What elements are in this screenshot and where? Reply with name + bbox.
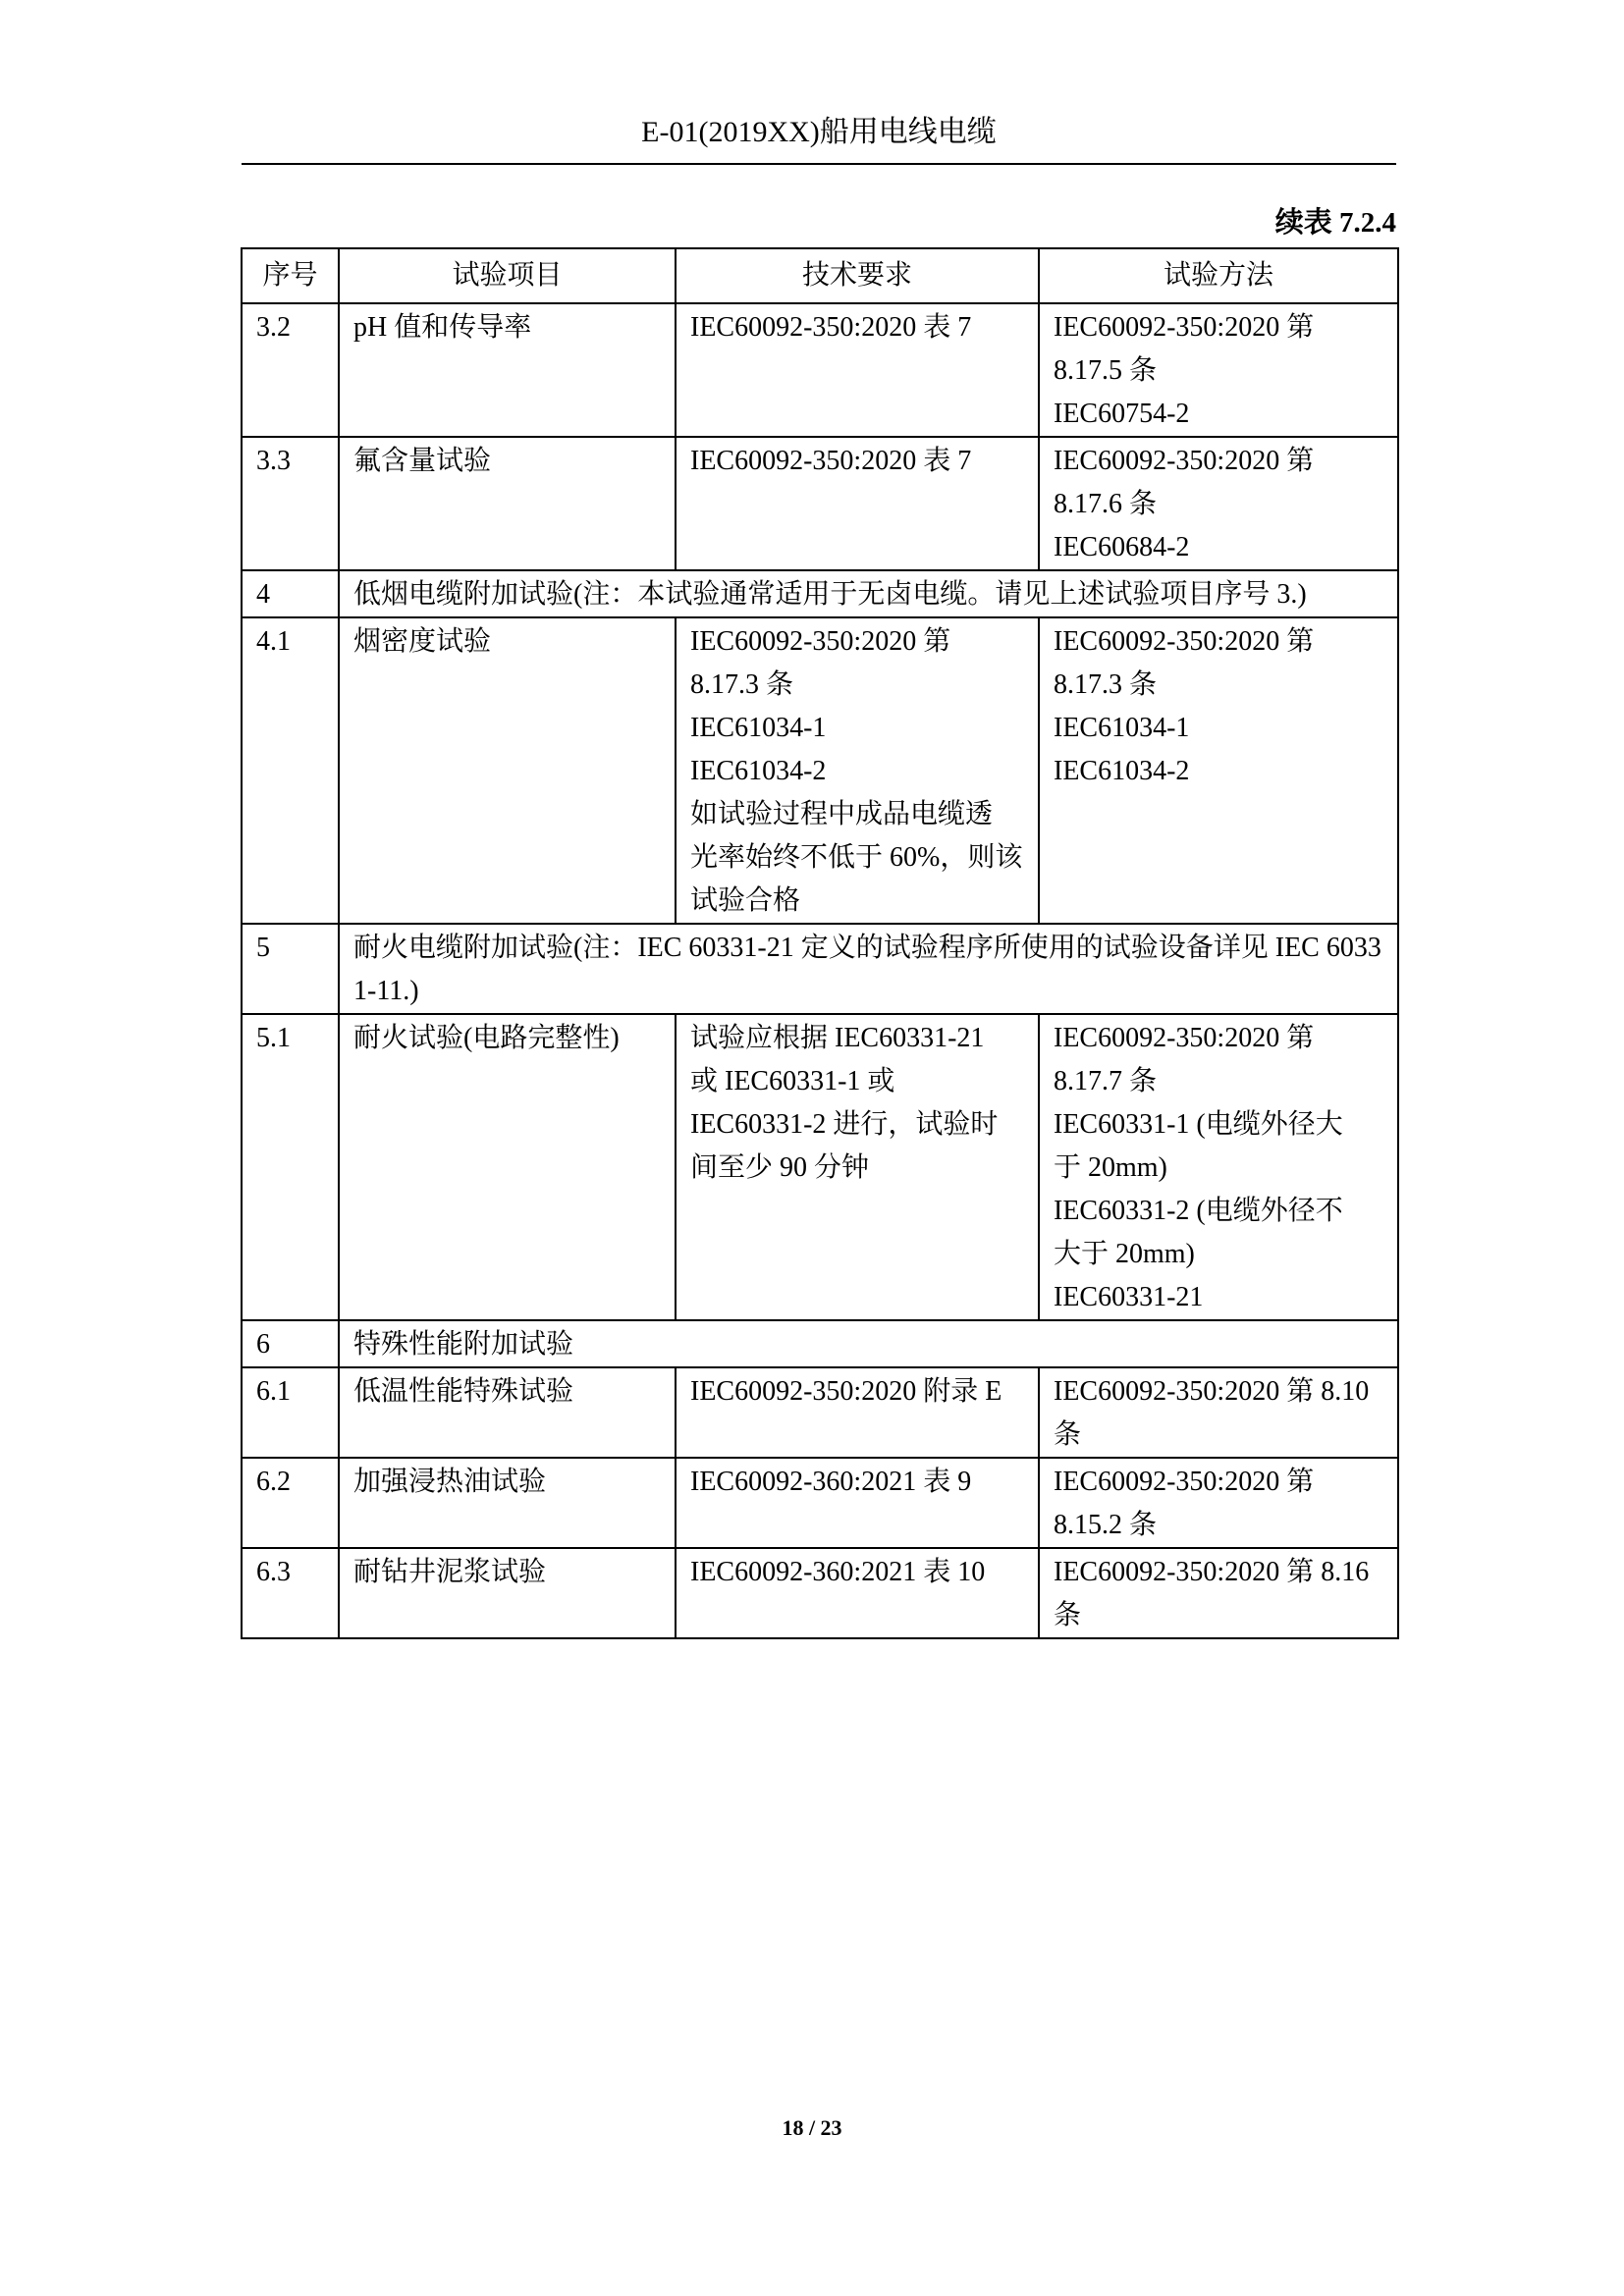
table-row — [242, 1320, 1398, 1367]
method-line: IEC61034-2 — [1054, 756, 1190, 786]
requirement-line: IEC61034-2 — [690, 756, 827, 786]
method-line: 8.17.3 条 — [1054, 669, 1158, 700]
cell-item: 耐钻井泥浆试验 — [339, 1548, 676, 1638]
table-row — [242, 617, 1398, 924]
cell-method — [1039, 437, 1398, 570]
method-line: 条 — [1054, 1419, 1082, 1450]
method-line: IEC60092-350:2020 第 8.10 — [1054, 1376, 1370, 1407]
cell-method — [1039, 617, 1398, 924]
column-header-item: 试验项目 — [339, 248, 676, 303]
method-line: 8.17.6 条 — [1054, 489, 1158, 519]
method-line: IEC60754-2 — [1054, 399, 1190, 429]
header-row — [242, 248, 1398, 303]
section-heading-cell: 耐火电缆附加试验(注：IEC 60331-21 定义的试验程序所使用的试验设备详见 IEC 60331-11.) — [339, 924, 1398, 1014]
requirement-line: 光率始终不低于 60%，则该 — [690, 842, 1023, 873]
cell-requirement — [676, 1014, 1039, 1320]
cell-method — [1039, 1458, 1398, 1548]
method-line: IEC60092-350:2020 第 — [1054, 626, 1315, 657]
method-line: IEC61034-1 — [1054, 713, 1190, 743]
cell-method — [1039, 1367, 1398, 1458]
method-line: 大于 20mm) — [1054, 1239, 1195, 1269]
method-line: IEC60092-350:2020 第 — [1054, 1467, 1315, 1497]
requirement-line: IEC60092-360:2021 表 9 — [690, 1467, 972, 1497]
section-heading-cell: 低烟电缆附加试验(注：本试验通常适用于无卤电缆。请见上述试验项目序号 3.) — [339, 570, 1398, 617]
method-line: IEC60331-21 — [1054, 1282, 1204, 1312]
cell-no: 6.1 — [242, 1367, 339, 1458]
cell-requirement — [676, 1458, 1039, 1548]
table-row — [242, 303, 1398, 437]
cell-requirement — [676, 303, 1039, 437]
cell-no: 6 — [242, 1320, 339, 1367]
requirement-line: 试验应根据 IEC60331-21 — [690, 1023, 985, 1053]
cell-no: 4.1 — [242, 617, 339, 924]
requirement-line: IEC60092-360:2021 表 10 — [690, 1557, 986, 1587]
requirement-line: IEC60092-350:2020 表 7 — [690, 312, 972, 343]
cell-no: 6.2 — [242, 1458, 339, 1548]
method-line: 8.17.7 条 — [1054, 1066, 1158, 1096]
cell-item: 氟含量试验 — [339, 437, 676, 570]
requirement-line: IEC60092-350:2020 第 — [690, 626, 951, 657]
table-row — [242, 1458, 1398, 1548]
method-line: IEC60331-1 (电缆外径大 — [1054, 1109, 1343, 1140]
table-row — [242, 1014, 1398, 1320]
cell-item: 烟密度试验 — [339, 617, 676, 924]
cell-item: 低温性能特殊试验 — [339, 1367, 676, 1458]
cell-requirement — [676, 617, 1039, 924]
requirement-line: 试验合格 — [690, 885, 801, 916]
method-line: 条 — [1054, 1600, 1082, 1630]
column-header-no: 序号 — [242, 248, 339, 303]
cell-no: 4 — [242, 570, 339, 617]
table-caption: 续表 7.2.4 — [1274, 207, 1396, 239]
cell-no: 3.2 — [242, 303, 339, 437]
cell-no: 5 — [242, 924, 339, 1014]
table-row — [242, 1367, 1398, 1458]
page-number: 18 / 23 — [782, 2115, 842, 2140]
method-line: 8.17.5 条 — [1054, 355, 1158, 386]
method-line: IEC60092-350:2020 第 — [1054, 446, 1315, 476]
method-line: 于 20mm) — [1054, 1152, 1167, 1183]
cell-method — [1039, 1548, 1398, 1638]
cell-item: pH 值和传导率 — [339, 303, 676, 437]
cell-requirement — [676, 437, 1039, 570]
table-row — [242, 570, 1398, 617]
cell-no: 3.3 — [242, 437, 339, 570]
requirement-line: 如试验过程中成品电缆透 — [690, 799, 994, 829]
requirement-line: IEC60331-2 进行，试验时 — [690, 1109, 999, 1140]
requirement-line: IEC60092-350:2020 表 7 — [690, 446, 972, 476]
method-line: IEC60092-350:2020 第 — [1054, 312, 1315, 343]
cell-method — [1039, 303, 1398, 437]
cell-no: 6.3 — [242, 1548, 339, 1638]
requirement-line: 或 IEC60331-1 或 — [690, 1066, 895, 1096]
spec-table — [241, 247, 1399, 1639]
method-line: IEC60092-350:2020 第 — [1054, 1023, 1315, 1053]
method-line: IEC60092-350:2020 第 8.16 — [1054, 1557, 1370, 1587]
cell-method — [1039, 1014, 1398, 1320]
table-row — [242, 1548, 1398, 1638]
cell-item: 加强浸热油试验 — [339, 1458, 676, 1548]
table-body — [242, 303, 1398, 1638]
method-line: IEC60331-2 (电缆外径不 — [1054, 1196, 1343, 1226]
cell-no: 5.1 — [242, 1014, 339, 1320]
column-header-requirement: 技术要求 — [676, 248, 1039, 303]
method-line: IEC60684-2 — [1054, 532, 1190, 562]
section-heading-cell: 特殊性能附加试验 — [339, 1320, 1398, 1367]
requirement-line: 间至少 90 分钟 — [690, 1152, 870, 1183]
column-header-method: 试验方法 — [1039, 248, 1398, 303]
page-header: E-01(2019XX)船用电线电缆 — [242, 116, 1396, 165]
cell-item: 耐火试验(电路完整性) — [339, 1014, 676, 1320]
table-row — [242, 924, 1398, 1014]
method-line: 8.15.2 条 — [1054, 1510, 1158, 1540]
requirement-line: IEC61034-1 — [690, 713, 827, 743]
table-header — [242, 248, 1398, 303]
cell-requirement — [676, 1548, 1039, 1638]
requirement-line: 8.17.3 条 — [690, 669, 794, 700]
requirement-line: IEC60092-350:2020 附录 E — [690, 1376, 1002, 1407]
table-row — [242, 437, 1398, 570]
cell-requirement — [676, 1367, 1039, 1458]
